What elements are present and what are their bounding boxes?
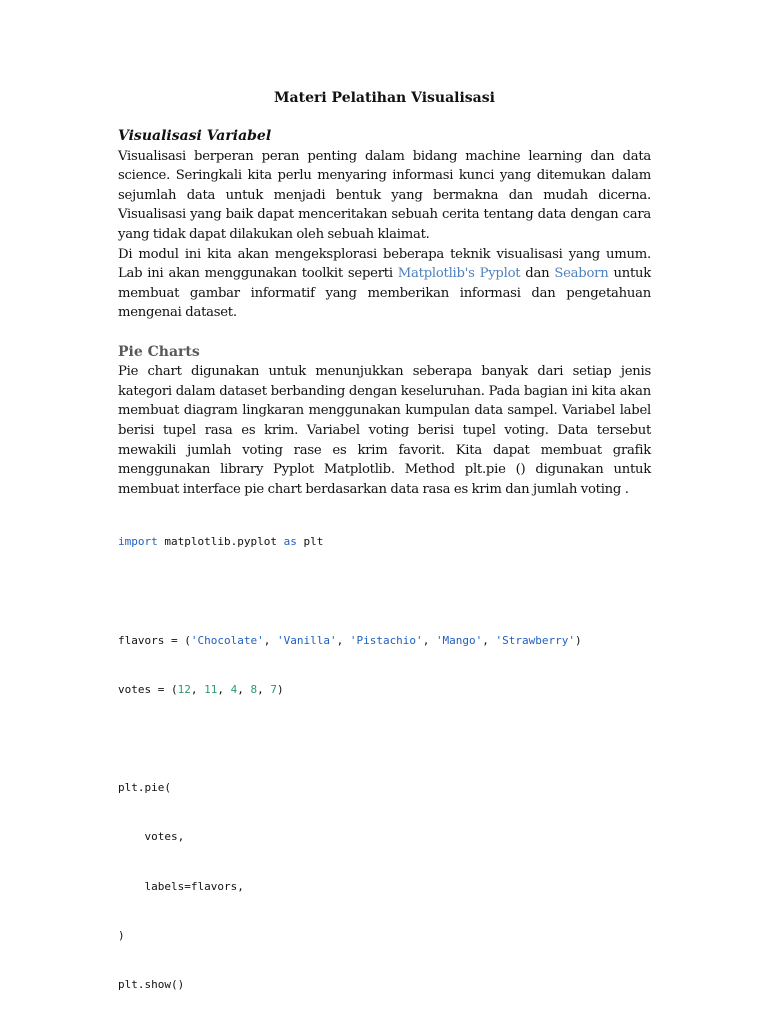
code-string: 'Vanilla' xyxy=(276,633,337,647)
code-separator: , xyxy=(217,682,231,696)
code-close-paren: ) xyxy=(276,682,284,696)
code-separator: , xyxy=(336,633,350,647)
code-string: 'Mango' xyxy=(435,633,483,647)
code-alias: plt xyxy=(296,535,324,549)
paragraph-modul-text-and: dan xyxy=(520,266,555,282)
section-heading-visualisasi-variabel: Visualisasi Variabel xyxy=(118,128,272,144)
paragraph-modul-text-end: untuk membuat gambar informatif yang memberikan informasi dan pengetahuan mengenai dataset. xyxy=(118,266,651,321)
code-string: 'Chocolate' xyxy=(190,633,264,647)
link-matplotlib-pyplot[interactable]: Matplotlib's Pyplot xyxy=(397,266,521,282)
section-heading-pie-charts: Pie Charts xyxy=(118,343,200,360)
code-line-arg-votes: votes, xyxy=(118,830,185,844)
code-number: 8 xyxy=(250,682,258,696)
document-title: Materi Pelatihan Visualisasi xyxy=(274,90,495,106)
code-line-flavors xyxy=(118,633,651,649)
code-module-name: matplotlib.pyplot xyxy=(157,535,284,549)
code-flavors-prefix: flavors = ( xyxy=(118,633,191,647)
code-separator: , xyxy=(422,633,436,647)
code-line-blank xyxy=(118,731,651,747)
code-number: 12 xyxy=(177,682,191,696)
code-line-blank xyxy=(118,583,651,599)
code-keyword-as: as xyxy=(283,535,297,549)
code-number: 11 xyxy=(204,682,218,696)
code-separator: , xyxy=(190,682,205,696)
code-line-pie-open: plt.pie( xyxy=(118,781,171,795)
code-keyword-import: import xyxy=(118,535,158,549)
code-votes-prefix: votes = ( xyxy=(118,682,178,696)
code-string: 'Strawberry' xyxy=(495,633,576,647)
link-seaborn[interactable]: Seaborn xyxy=(554,266,609,282)
document-content xyxy=(118,88,651,1026)
code-line-votes xyxy=(118,682,651,698)
code-block xyxy=(118,501,651,1026)
code-number: 4 xyxy=(230,682,238,696)
code-separator: , xyxy=(237,682,251,696)
code-number: 7 xyxy=(270,682,277,696)
paragraph-intro: Visualisasi berperan peran penting dalam bidang machine learning dan data science. Seringkali kita perlu menyaring informasi kunci yang ditemukan dalam sejumlah data untuk menjadi bentuk yang bermakna dan mudah dicerna. Visualisasi yang baik dapat menceritakan sebuah cerita tentang data dengan cara yang tidak dapat dilakukan oleh sebuah klaimat. xyxy=(118,148,651,242)
spacer xyxy=(118,323,651,343)
code-separator: , xyxy=(263,633,277,647)
paragraph-modul xyxy=(118,245,651,323)
code-line-pie-close: ) xyxy=(118,928,125,942)
code-line-show: plt.show() xyxy=(118,977,185,991)
code-separator: , xyxy=(482,633,496,647)
code-separator: , xyxy=(257,682,271,696)
paragraph-pie-charts: Pie chart digunakan untuk menunjukkan seberapa banyak dari setiap jenis kategori dalam dataset berbanding dengan keseluruhan. Pada bagian ini kita akan membuat diagram lingkaran menggunakan kumpulan data sampel. Variabel label berisi tupel rasa es krim. Variabel voting berisi tupel voting. Data tersebut mewakili jumlah voting rase es krim favorit. Kita dapat membuat grafik menggunakan library Pyplot Matplotlib. Method plt.pie () digunakan untuk membuat interface pie chart berdasarkan data rasa es krim dan jumlah voting . xyxy=(118,364,651,497)
code-line-import xyxy=(118,534,651,550)
code-line-arg-labels: labels=flavors, xyxy=(118,879,244,893)
code-string: 'Pistachio' xyxy=(349,633,423,647)
code-close-paren: ) xyxy=(575,633,582,647)
paragraph-modul-text-start: Di modul ini kita akan mengeksplorasi beberapa teknik visualisasi yang umum. Lab ini akan menggunakan toolkit seperti xyxy=(118,246,651,282)
